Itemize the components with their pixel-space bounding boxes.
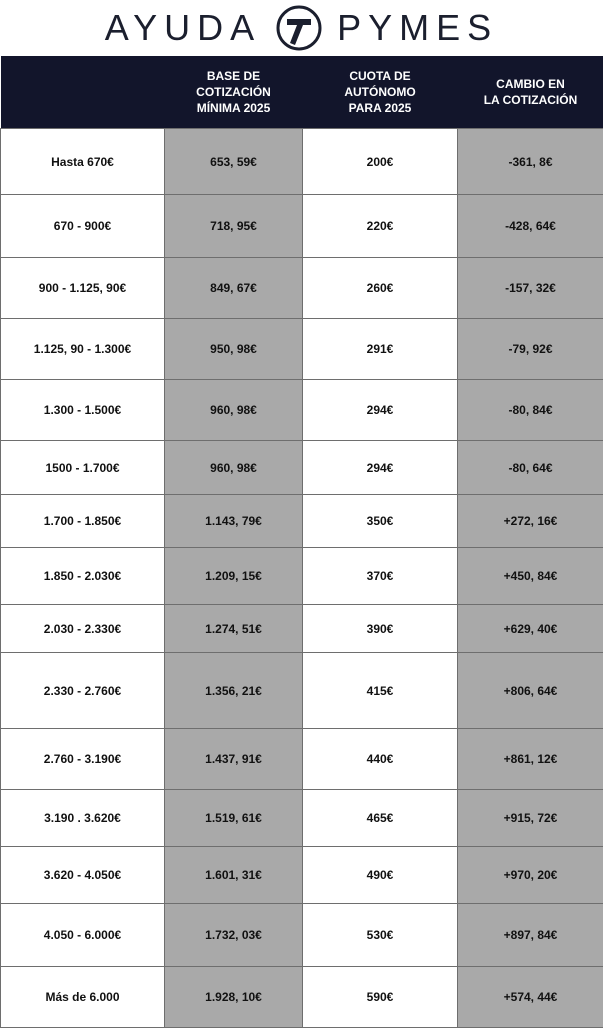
tramo-cell: Más de 6.000 [1, 967, 165, 1028]
cambio-cell: -428, 64€ [458, 195, 603, 258]
table-row [1, 904, 603, 967]
tramo-cell: 1.125, 90 - 1.300€ [1, 319, 165, 380]
table-row [1, 129, 603, 195]
cambio-cell: -157, 32€ [458, 258, 603, 319]
cambio-cell: +450, 84€ [458, 548, 603, 605]
table-body [1, 129, 603, 1028]
base-minima-cell: 1.928, 10€ [165, 967, 303, 1028]
header-line: BASE DE [171, 68, 297, 84]
table-row [1, 441, 603, 495]
cuota-cell: 260€ [303, 258, 458, 319]
cambio-cell: +629, 40€ [458, 605, 603, 653]
header-line: AUTÓNOMO [309, 84, 452, 100]
cambio-cell: -80, 84€ [458, 380, 603, 441]
cambio-cell: +897, 84€ [458, 904, 603, 967]
table-row [1, 195, 603, 258]
cuota-cell: 465€ [303, 790, 458, 847]
base-minima-cell: 1.274, 51€ [165, 605, 303, 653]
cuota-cell: 415€ [303, 653, 458, 729]
cambio-cell: +970, 20€ [458, 847, 603, 904]
tramo-cell: 1.300 - 1.500€ [1, 380, 165, 441]
cambio-cell: +272, 16€ [458, 495, 603, 548]
table-row [1, 653, 603, 729]
cuota-cell: 490€ [303, 847, 458, 904]
base-minima-cell: 1.601, 31€ [165, 847, 303, 904]
tramo-cell: 3.620 - 4.050€ [1, 847, 165, 904]
table-row [1, 319, 603, 380]
base-minima-cell: 718, 95€ [165, 195, 303, 258]
tramo-cell: 1.700 - 1.850€ [1, 495, 165, 548]
cuota-cell: 590€ [303, 967, 458, 1028]
tramo-cell: 2.330 - 2.760€ [1, 653, 165, 729]
table-row [1, 548, 603, 605]
brand-header [0, 0, 603, 56]
cuota-cell: 220€ [303, 195, 458, 258]
brand-word-right: PYMES [337, 7, 498, 49]
cambio-cell: -361, 8€ [458, 129, 603, 195]
tramo-cell: 4.050 - 6.000€ [1, 904, 165, 967]
cambio-cell: +574, 44€ [458, 967, 603, 1028]
cuota-cell: 294€ [303, 441, 458, 495]
base-minima-cell: 1.356, 21€ [165, 653, 303, 729]
header-line: CAMBIO EN [464, 76, 598, 92]
base-minima-cell: 1.437, 91€ [165, 729, 303, 790]
cuota-cell: 370€ [303, 548, 458, 605]
tramo-cell: 3.190 . 3.620€ [1, 790, 165, 847]
cuota-cell: 294€ [303, 380, 458, 441]
cuota-cell: 530€ [303, 904, 458, 967]
cambio-cell: +806, 64€ [458, 653, 603, 729]
cambio-cell: +861, 12€ [458, 729, 603, 790]
tramo-cell: 1.850 - 2.030€ [1, 548, 165, 605]
base-minima-cell: 1.732, 03€ [165, 904, 303, 967]
table-header-row [1, 56, 603, 129]
base-minima-cell: 1.519, 61€ [165, 790, 303, 847]
base-minima-cell: 1.143, 79€ [165, 495, 303, 548]
tramo-cell: 2.030 - 2.330€ [1, 605, 165, 653]
header-line: COTIZACIÓN [171, 84, 297, 100]
cambio-cell: +915, 72€ [458, 790, 603, 847]
brand-word-left: AYUDA [105, 7, 261, 49]
cuota-cell: 350€ [303, 495, 458, 548]
cuota-cell: 200€ [303, 129, 458, 195]
table-row [1, 790, 603, 847]
base-minima-cell: 960, 98€ [165, 380, 303, 441]
header-cell-cambio [458, 56, 603, 129]
header-line: MÍNIMA 2025 [171, 100, 297, 116]
tramo-cell: Hasta 670€ [1, 129, 165, 195]
table-row [1, 967, 603, 1028]
ayuda-pymes-logo-icon [275, 4, 323, 52]
cuota-cell: 390€ [303, 605, 458, 653]
tramo-cell: 670 - 900€ [1, 195, 165, 258]
header-cell-base [165, 56, 303, 129]
base-minima-cell: 1.209, 15€ [165, 548, 303, 605]
tramo-cell: 900 - 1.125, 90€ [1, 258, 165, 319]
cuota-cell: 440€ [303, 729, 458, 790]
table-row [1, 495, 603, 548]
base-minima-cell: 960, 98€ [165, 441, 303, 495]
table-row [1, 847, 603, 904]
tramo-cell: 2.760 - 3.190€ [1, 729, 165, 790]
header-line: LA COTIZACIÓN [464, 92, 598, 108]
table-row [1, 380, 603, 441]
table-row [1, 605, 603, 653]
tramo-cell: 1500 - 1.700€ [1, 441, 165, 495]
header-cell-cuota [303, 56, 458, 129]
table-row [1, 729, 603, 790]
header-cell-tramo [1, 56, 165, 129]
header-line: PARA 2025 [309, 100, 452, 116]
base-minima-cell: 950, 98€ [165, 319, 303, 380]
table-row [1, 258, 603, 319]
header-line: CUOTA DE [309, 68, 452, 84]
base-minima-cell: 653, 59€ [165, 129, 303, 195]
cotizacion-table [0, 56, 603, 1028]
cambio-cell: -79, 92€ [458, 319, 603, 380]
cambio-cell: -80, 64€ [458, 441, 603, 495]
base-minima-cell: 849, 67€ [165, 258, 303, 319]
cuota-cell: 291€ [303, 319, 458, 380]
